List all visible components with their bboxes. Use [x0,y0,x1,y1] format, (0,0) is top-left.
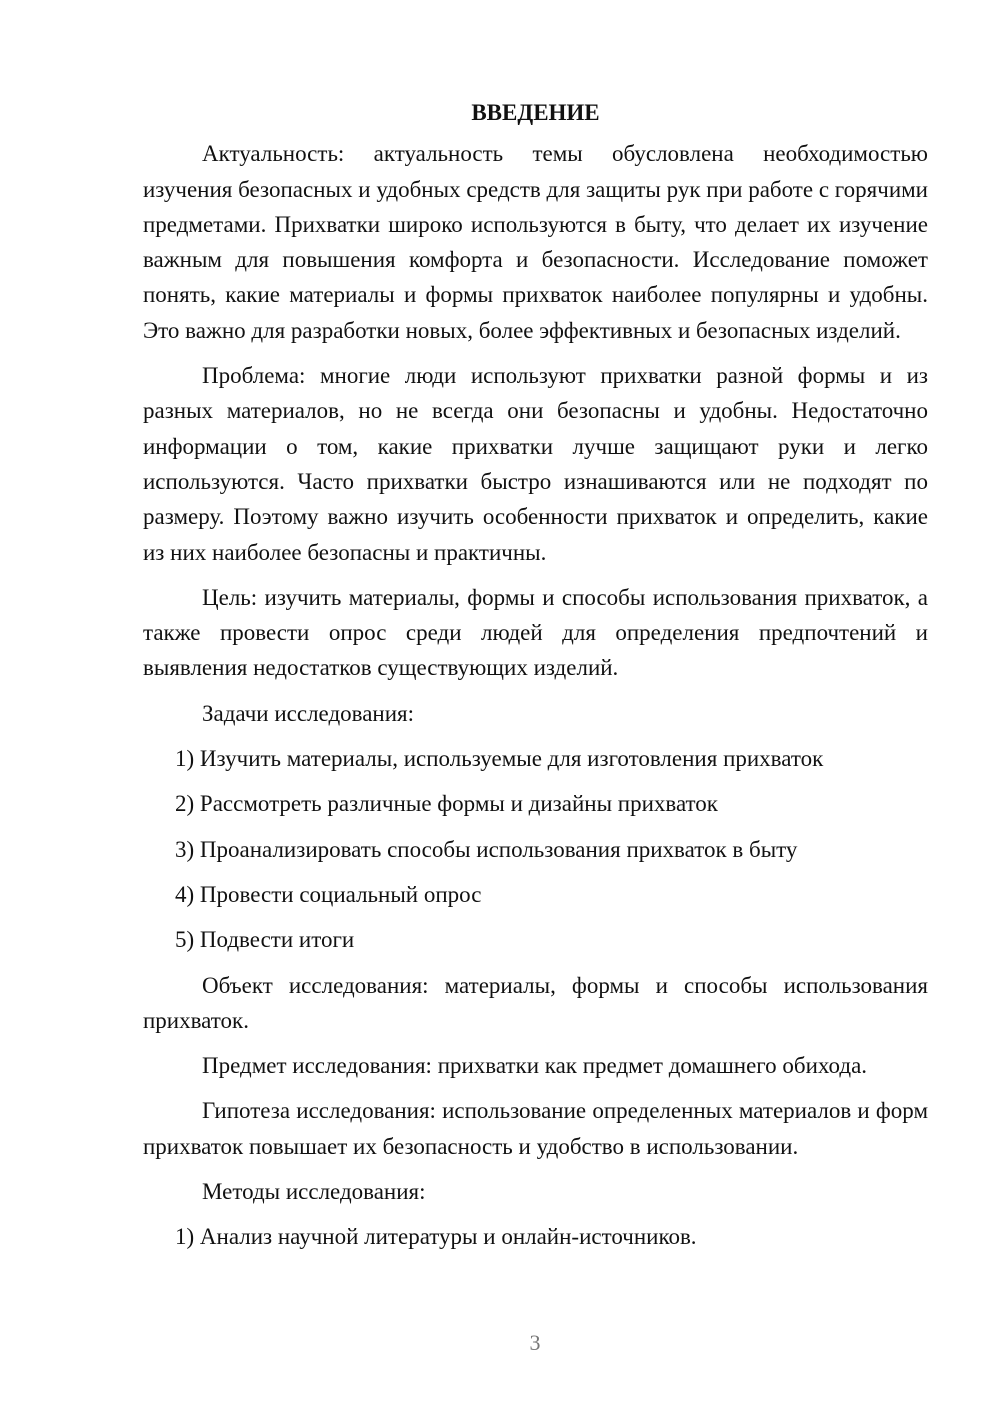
page-content [143,95,928,1265]
tasks-heading: Задачи исследования: [202,700,415,726]
list-item: 5) Подвести итоги [175,927,355,953]
list-item: 1) Анализ научной литературы и онлайн-источников. [175,1224,697,1250]
page-number: 3 [529,1330,541,1355]
subject-paragraph: Предмет исследования: прихватки как предмет домашнего обихода. [202,1053,868,1079]
methods-list [143,1219,928,1254]
tasks-list [143,741,928,957]
object-paragraph: Объект исследования: материалы, формы и способы использования прихваток. [143,972,928,1033]
hypothesis-paragraph: Гипотеза исследования: использование определенных материалов и форм прихваток повышает их безопасность и удобство в использовании. [143,1098,928,1159]
goal-paragraph: Цель: изучить материалы, формы и способы использования прихваток, а также провести опрос среди людей для определения предпочтений и выявления недостатков существующих изделий. [143,584,928,681]
problem-paragraph: Проблема: многие люди используют прихватки разной формы и из разных материалов, но не всегда они безопасны и удобны. Недостаточно информации о том, какие прихватки лучше защищают руки и легко используются. Часто прихватки быстро изнашиваются или не подходят по размеру. Поэтому важно изучить особенности прихваток и определить, какие из них наиболее безопасны и практичны. [143,363,928,565]
list-item: 2) Рассмотреть различные формы и дизайны прихваток [175,791,718,817]
list-item: 1) Изучить материалы, используемые для изготовления прихваток [175,746,824,772]
list-item: 4) Провести социальный опрос [175,881,482,907]
list-item: 3) Проанализировать способы использования прихваток в быту [175,836,798,862]
relevance-paragraph: Актуальность: актуальность темы обусловлена необходимостью изучения безопасных и удобных средств для защиты рук при работе с горячими предметами. Прихватки широко используются в быту, что делает их изучение важным для повышения комфорта и безопасности. Исследование поможет понять, какие материалы и формы прихваток наиболее популярны и удобны. Это важно для разработки новых, более эффективных и безопасных изделий. [143,141,928,343]
methods-heading: Методы исследования: [202,1179,426,1205]
section-title: ВВЕДЕНИЕ [471,100,600,125]
